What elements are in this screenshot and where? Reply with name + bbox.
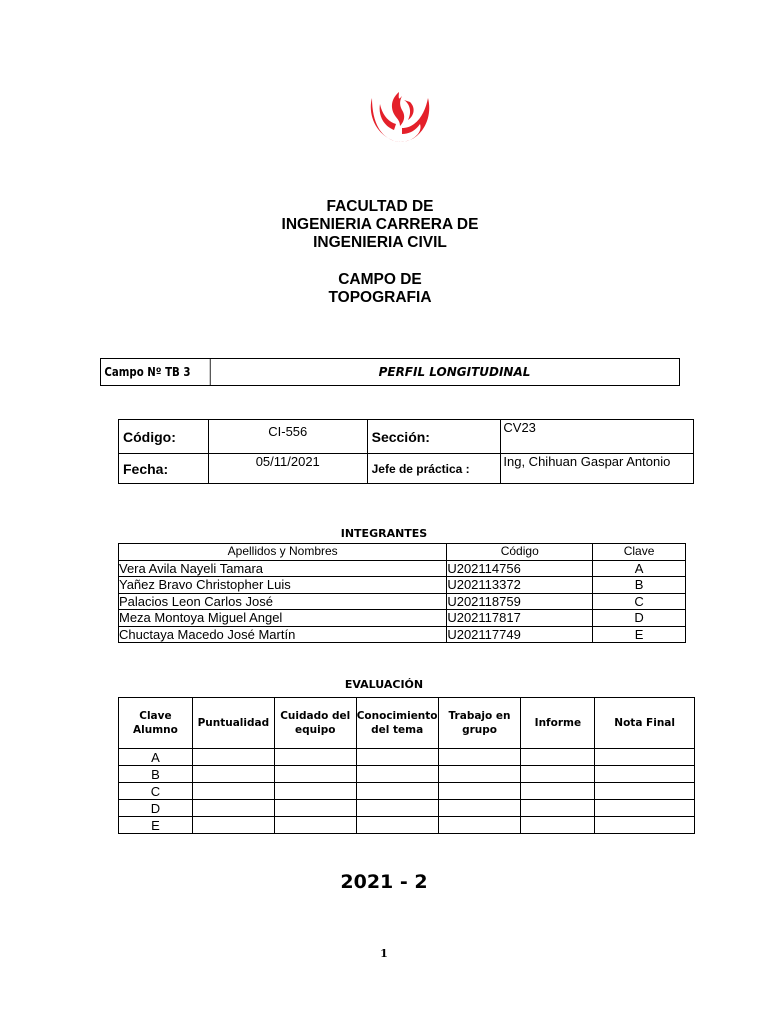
eval-cell[interactable] [595, 749, 695, 766]
eval-cell[interactable] [274, 800, 356, 817]
table-row [119, 749, 695, 766]
member-code: U202117749 [447, 626, 593, 643]
eval-cell[interactable] [356, 783, 438, 800]
campo-label: Campo Nº TB 3 [101, 359, 211, 385]
eval-cell[interactable] [274, 749, 356, 766]
member-key: A [593, 560, 686, 577]
member-name: Meza Montoya Miguel Angel [119, 610, 447, 627]
member-name: Yañez Bravo Christopher Luis [119, 577, 447, 594]
course-heading [0, 271, 768, 307]
eval-cell[interactable] [356, 817, 438, 834]
jefe-label: Jefe de práctica : [367, 454, 501, 484]
eval-cell[interactable] [438, 783, 521, 800]
eval-cell[interactable] [521, 800, 595, 817]
member-code: U202114756 [447, 560, 593, 577]
table-row [119, 800, 695, 817]
member-key: D [593, 610, 686, 627]
course-line-2: TOPOGRAFIA [328, 289, 432, 306]
eval-cell[interactable] [192, 783, 274, 800]
member-code: U202113372 [447, 577, 593, 594]
eval-key: E [119, 817, 193, 834]
table-row [119, 626, 686, 643]
codigo-label: Código: [119, 420, 209, 454]
member-key: C [593, 593, 686, 610]
codigo-value: CI-556 [208, 420, 367, 454]
member-code: U202117817 [447, 610, 593, 627]
fecha-value: 05/11/2021 [208, 454, 367, 484]
eval-header-cuidado: Cuidado del equipo [274, 698, 356, 749]
eval-cell[interactable] [595, 817, 695, 834]
eval-header-key: Clave Alumno [119, 698, 193, 749]
faculty-heading [0, 198, 768, 252]
table-row [119, 560, 686, 577]
table-row [119, 577, 686, 594]
eval-cell[interactable] [274, 817, 356, 834]
eval-cell[interactable] [521, 749, 595, 766]
integrantes-title: INTEGRANTES [340, 527, 428, 540]
members-header-name: Apellidos y Nombres [119, 544, 447, 561]
eval-cell[interactable] [595, 783, 695, 800]
academic-period: 2021 - 2 [340, 871, 428, 893]
eval-header-informe: Informe [521, 698, 595, 749]
faculty-line-2: INGENIERIA CARRERA DE [281, 216, 479, 233]
member-name: Chuctaya Macedo José Martín [119, 626, 447, 643]
page-number: 1 [380, 947, 388, 960]
eval-cell[interactable] [356, 749, 438, 766]
eval-cell[interactable] [438, 766, 521, 783]
eval-cell[interactable] [595, 800, 695, 817]
eval-cell[interactable] [192, 749, 274, 766]
evaluation-table [118, 697, 695, 834]
eval-cell[interactable] [356, 766, 438, 783]
eval-cell[interactable] [192, 800, 274, 817]
member-name: Palacios Leon Carlos José [119, 593, 447, 610]
table-row [119, 783, 695, 800]
eval-cell[interactable] [438, 817, 521, 834]
eval-cell[interactable] [438, 800, 521, 817]
university-logo [366, 90, 434, 146]
eval-cell[interactable] [192, 817, 274, 834]
member-code: U202118759 [447, 593, 593, 610]
table-row [119, 817, 695, 834]
eval-key: B [119, 766, 193, 783]
fecha-label: Fecha: [119, 454, 209, 484]
eval-cell[interactable] [521, 817, 595, 834]
member-key: B [593, 577, 686, 594]
eval-cell[interactable] [356, 800, 438, 817]
eval-header-puntualidad: Puntualidad [192, 698, 274, 749]
members-header-key: Clave [593, 544, 686, 561]
eval-cell[interactable] [595, 766, 695, 783]
campo-box [100, 358, 680, 386]
eval-cell[interactable] [274, 783, 356, 800]
members-table [118, 543, 686, 643]
campo-title: PERFIL LONGITUDINAL [378, 365, 531, 379]
table-row [119, 610, 686, 627]
info-table [118, 419, 694, 484]
table-row [119, 593, 686, 610]
faculty-line-3: INGENIERIA CIVIL [313, 234, 447, 251]
eval-header-trabajo: Trabajo en grupo [438, 698, 521, 749]
seccion-value: CV23 [501, 420, 694, 454]
member-key: E [593, 626, 686, 643]
evaluacion-title: EVALUACIÓN [344, 678, 424, 691]
eval-cell[interactable] [521, 783, 595, 800]
eval-key: A [119, 749, 193, 766]
eval-cell[interactable] [192, 766, 274, 783]
eval-cell[interactable] [521, 766, 595, 783]
members-header-code: Código [447, 544, 593, 561]
jefe-value: Ing, Chihuan Gaspar Antonio [501, 454, 694, 484]
eval-header-conocimiento: Conocimiento del tema [356, 698, 438, 749]
faculty-line-1: FACULTAD DE [326, 198, 434, 215]
member-name: Vera Avila Nayeli Tamara [119, 560, 447, 577]
eval-key: D [119, 800, 193, 817]
eval-cell[interactable] [438, 749, 521, 766]
eval-key: C [119, 783, 193, 800]
eval-header-nota: Nota Final [595, 698, 695, 749]
eval-cell[interactable] [274, 766, 356, 783]
seccion-label: Sección: [367, 420, 501, 454]
course-line-1: CAMPO DE [338, 271, 422, 288]
table-row [119, 766, 695, 783]
